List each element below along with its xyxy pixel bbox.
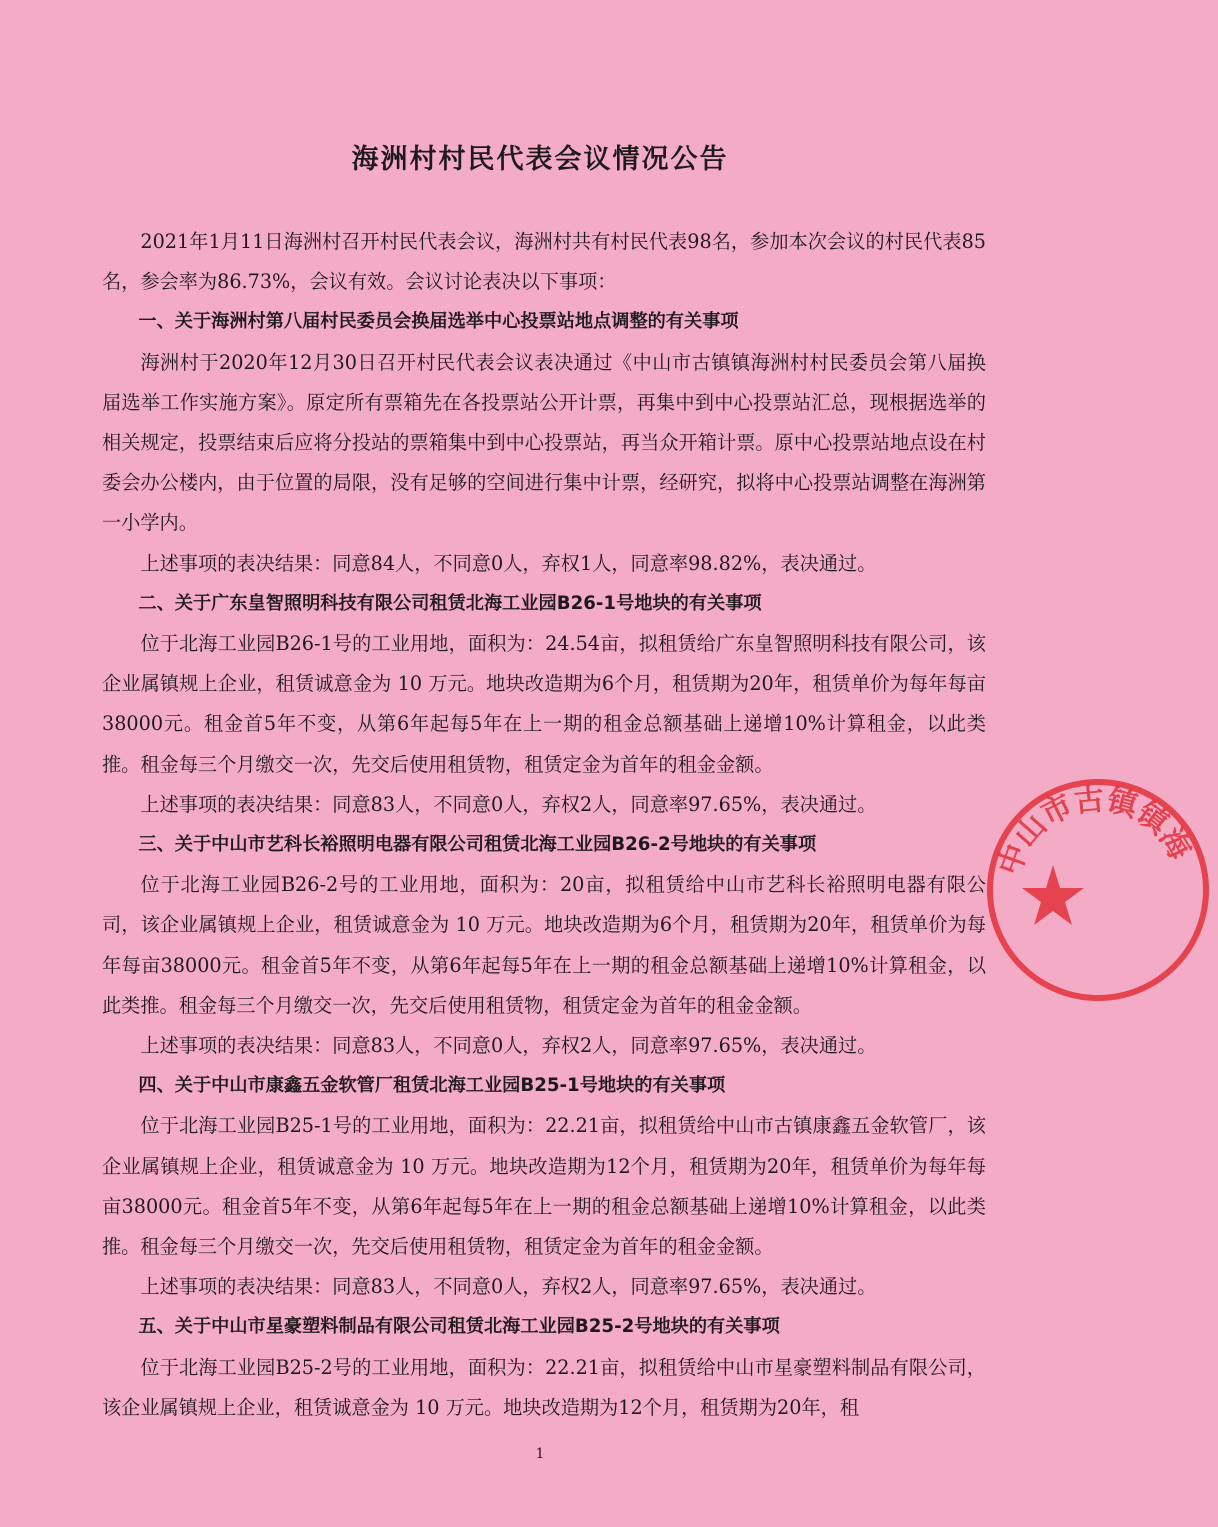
document-body [102,222,986,1428]
section-2-heading: 二、关于广东皇智照明科技有限公司租赁北海工业园B26-1号地块的有关事项 [138,592,762,614]
section-3-heading: 三、关于中山市艺科长裕照明电器有限公司租赁北海工业园B26-2号地块的有关事项 [138,834,817,856]
section-4-result: 上述事项的表决结果：同意83人，不同意0人，弃权2人，同意率97.65%，表决通过。 [140,1275,877,1299]
page-title: 海洲村村民代表会议情况公告 [351,144,729,175]
section-2-body: 位于北海工业园B26-1号的工业用地，面积为：24.54亩，拟租赁给广东皇智照明科技有限公司，该企业属镇规上企业，租赁诚意金为 10 万元。地块改造期为6个月，租赁期为20年，租赁单价为每年每亩38000元。租金首5年不变，从第6年起每5年在上一期的租金总额基础上递增10%计算租金，以此类推。租金每三个月缴交一次，先交后使用租赁物，租赁定金为首年的租金金额。 [102,632,986,776]
official-seal [978,770,1218,1010]
intro-paragraph: 2021年1月11日海洲村召开村民代表会议，海洲村共有村民代表98名，参加本次会议的村民代表85名，参会率为86.73%，会议有效。会议讨论表决以下事项： [102,230,986,294]
section-5-heading: 五、关于中山市星豪塑料制品有限公司租赁北海工业园B25-2号地块的有关事项 [138,1316,780,1338]
section-3-result: 上述事项的表决结果：同意83人，不同意0人，弃权2人，同意率97.65%，表决通过。 [140,1034,877,1058]
section-1-body: 海洲村于2020年12月30日召开村民代表会议表决通过《中山市古镇镇海洲村村民委员会第八届换届选举工作实施方案》。原定所有票箱先在各投票站公开计票，再集中到中心投票站汇总，现根据选举的相关规定，投票结束后应将分投站的票箱集中到中心投票站，再当众开箱计票。原中心投票站地点设在村委会办公楼内，由于位置的局限，没有足够的空间进行集中计票，经研究，拟将中心投票站调整在海洲第一小学内。 [102,350,986,535]
section-1-heading: 一、关于海洲村第八届村民委员会换届选举中心投票站地点调整的有关事项 [138,311,739,333]
page-number: 1 [535,1446,545,1462]
section-1-result: 上述事项的表决结果：同意84人，不同意0人，弃权1人，同意率98.82%，表决通过。 [140,551,877,575]
section-5-body: 位于北海工业园B25-2号的工业用地，面积为：22.21亩，拟租赁给中山市星豪塑料制品有限公司，该企业属镇规上企业，租赁诚意金为 10 万元。地块改造期为12个月，租赁期为20年，租 [102,1355,986,1419]
section-4-heading: 四、关于中山市康鑫五金软管厂租赁北海工业园B25-1号地块的有关事项 [138,1075,726,1097]
seal-text: 中山市古镇镇海 [992,782,1198,880]
section-4-body: 位于北海工业园B25-1号的工业用地，面积为：22.21亩，拟租赁给中山市古镇康鑫五金软管厂，该企业属镇规上企业，租赁诚意金为 10 万元。地块改造期为12个月，租赁期为20年，租赁单价为每年每亩38000元。租金首5年不变，从第6年起每5年在上一期的租金总额基础上递增10%计算租金，以此类推。租金每三个月缴交一次，先交后使用租赁物，租赁定金为首年的租金金额。 [102,1114,986,1259]
section-2-result: 上述事项的表决结果：同意83人，不同意0人，弃权2人，同意率97.65%，表决通过。 [140,792,877,816]
svg-text:中山市古镇镇海 [992,782,1197,880]
section-3-body: 位于北海工业园B26-2号的工业用地，面积为：20亩，拟租赁给中山市艺科长裕照明电器有限公司，该企业属镇规上企业，租赁诚意金为 10 万元。地块改造期为6个月，租赁期为20年，租赁单价为每年每亩38000元。租金首5年不变，从第6年起每5年在上一期的租金总额基础上递增10%计算租金，以此类推。租金每三个月缴交一次，先交后使用租赁物，租赁定金为首年的租金金额。 [102,873,986,1017]
